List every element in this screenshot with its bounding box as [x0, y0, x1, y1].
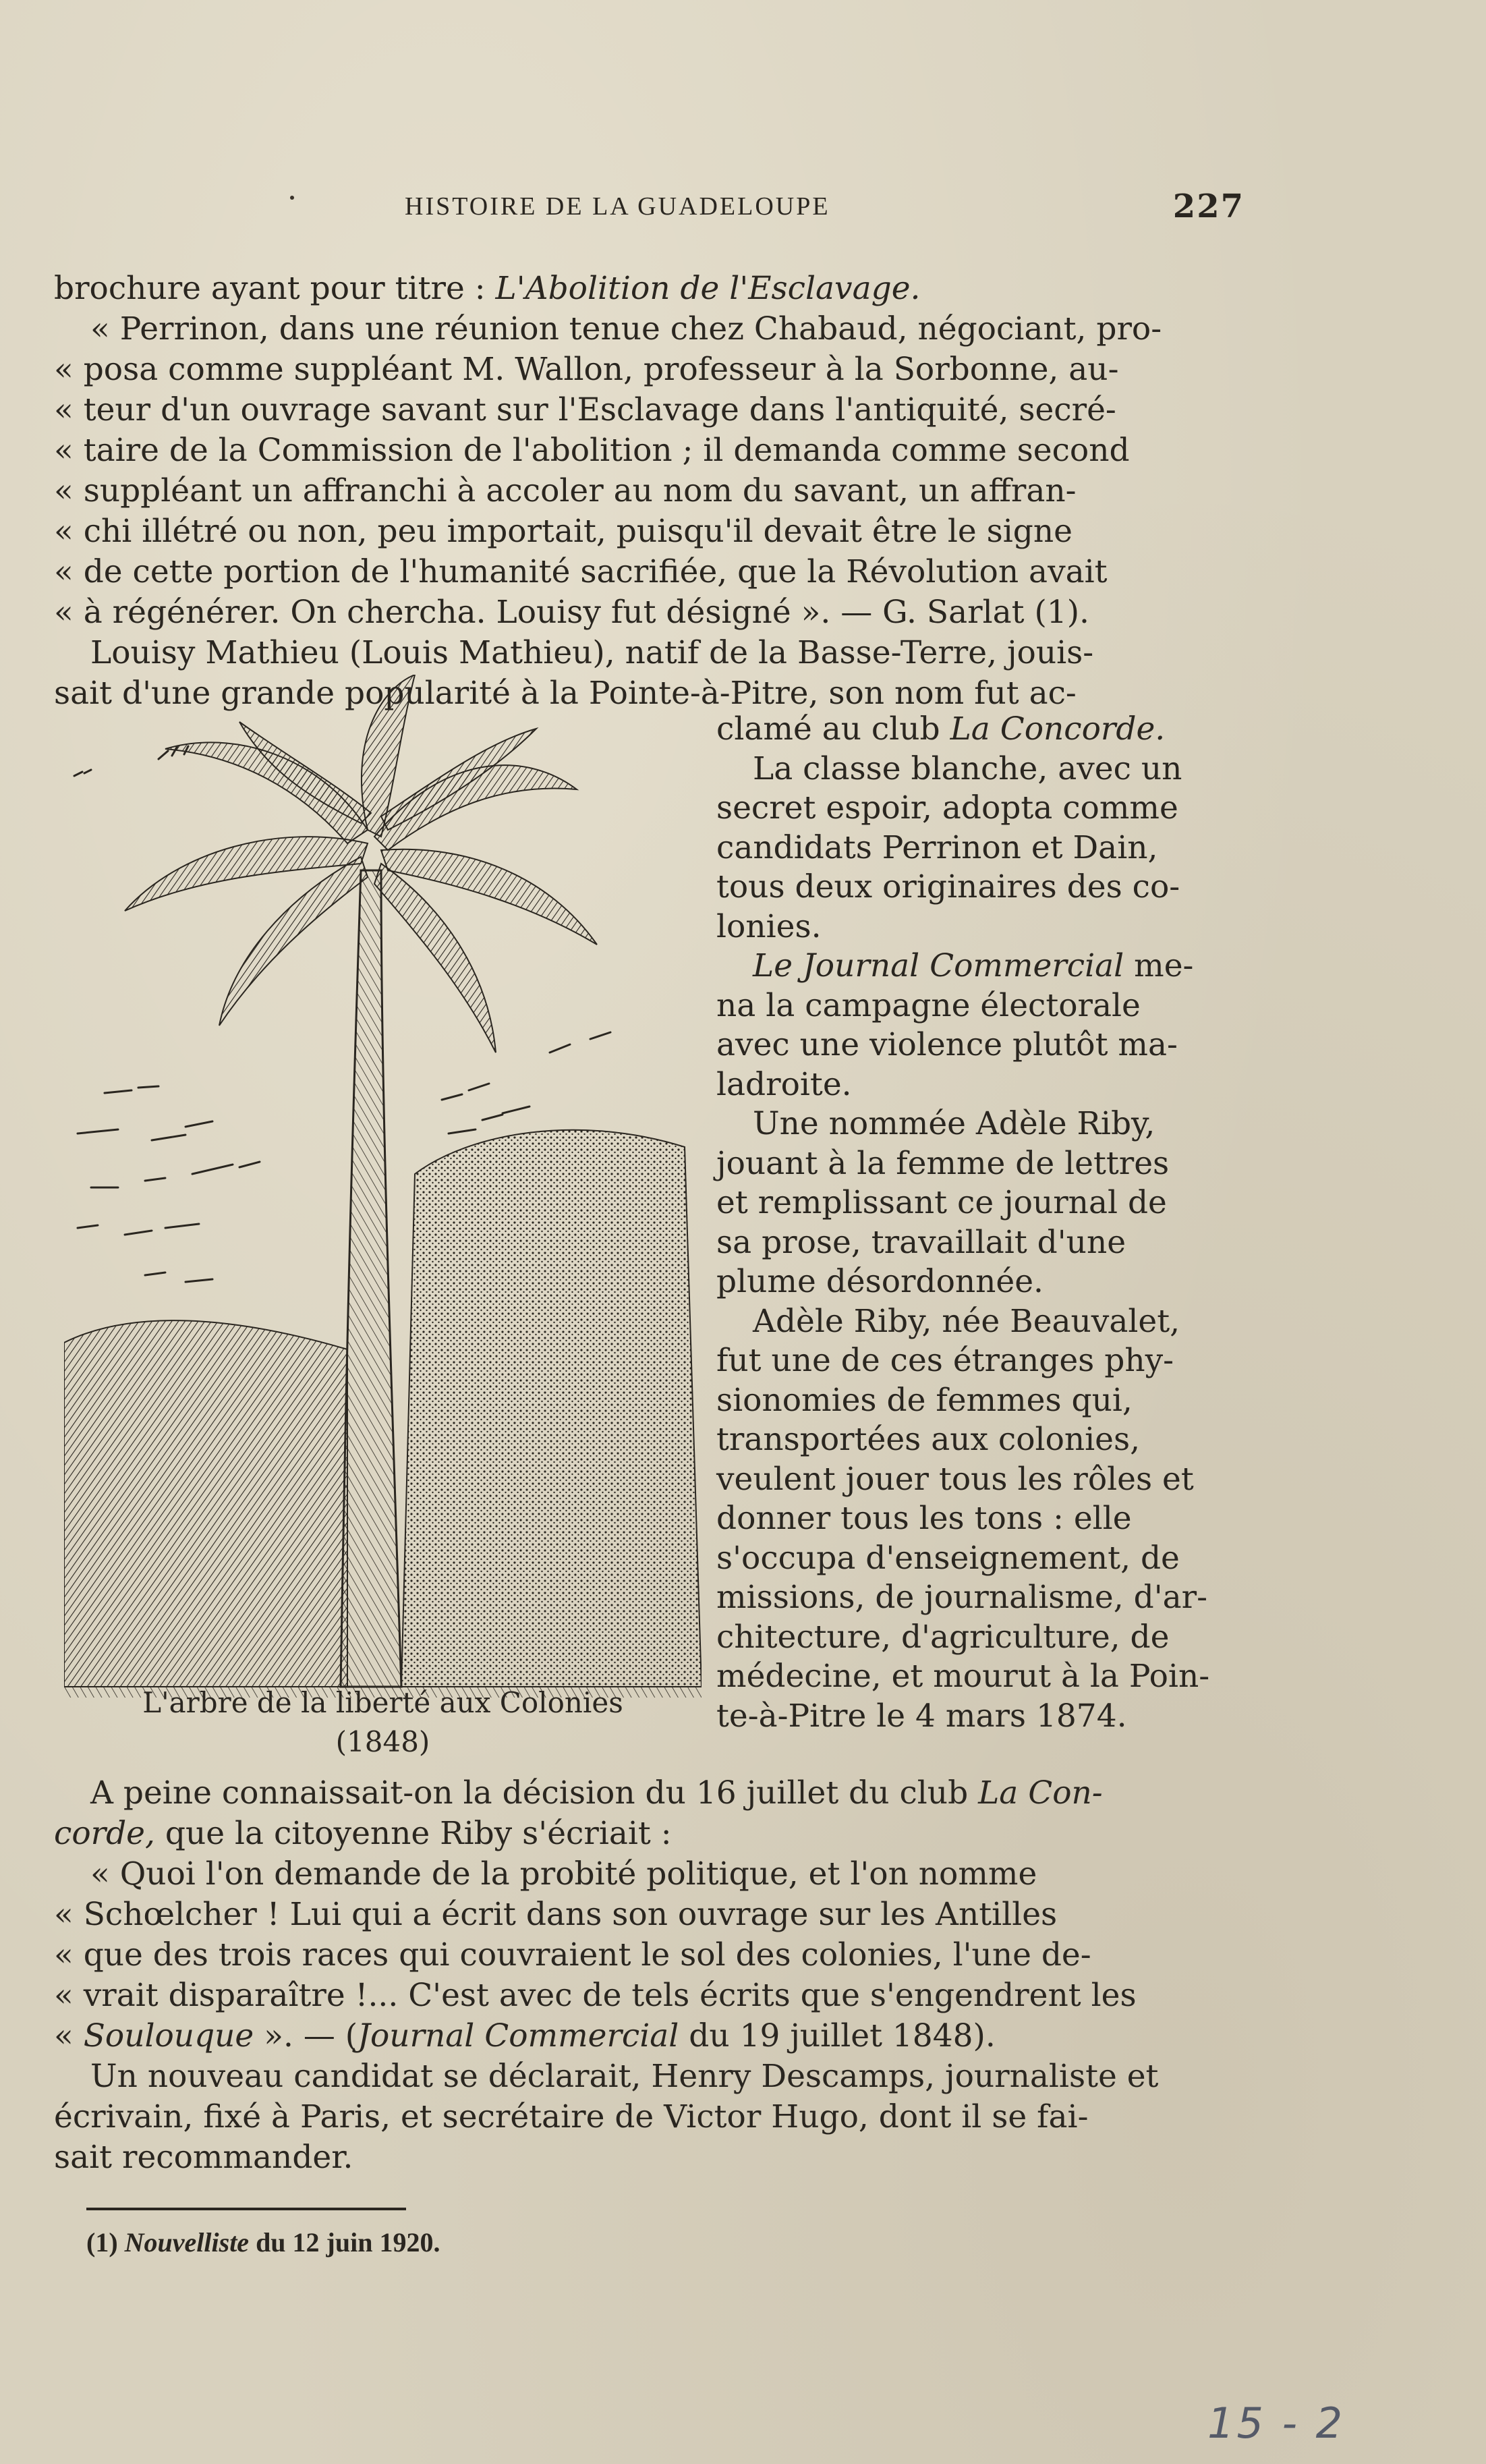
text-line: écrivain, fixé à Paris, et secrétaire de Victor Hugo, dont il se fai- — [54, 2098, 1089, 2135]
running-header — [405, 188, 1245, 232]
quote-line: « taire de la Commission de l'abolition ; il demanda comme second — [54, 432, 1130, 469]
page-mark — [290, 196, 294, 200]
text-span: A peine connaissait-on la décision du 16 juillet du club — [90, 1774, 979, 1812]
quote-line: « posa comme suppléant M. Wallon, professeur à la Sorbonne, au- — [54, 351, 1119, 388]
palm-trunk — [341, 870, 401, 1687]
text-line — [54, 1773, 1241, 1814]
text-line: avec une violence plutôt ma- — [716, 1026, 1178, 1063]
quote-line: « Perrinon, dans une réunion tenue chez Chabaud, négociant, pro- — [90, 310, 1162, 347]
footnote — [86, 2227, 440, 2258]
text-line: s'occupa d'enseignement, de — [716, 1539, 1180, 1577]
quote-line: « suppléant un affranchi à accoler au nom du savant, un affran- — [54, 472, 1077, 509]
caption-line: (1848) — [335, 1725, 430, 1758]
text-line: Un nouveau candidat se déclarait, Henry Descamps, journaliste et — [90, 2058, 1159, 2095]
text-line: jouant à la femme de lettres — [716, 1144, 1170, 1182]
text-line: médecine, et mourut à la Poin- — [716, 1658, 1210, 1695]
bush-left — [64, 1320, 347, 1687]
quote-line: « de cette portion de l'humanité sacrifiée, que la Révolution avait — [54, 553, 1108, 590]
quote-line: « Schœlcher ! Lui qui a écrit dans son ouvrage sur les Antilles — [54, 1896, 1058, 1933]
italic-name: La Concorde. — [950, 710, 1166, 748]
italic-name: Le Journal Commercial — [753, 947, 1124, 984]
text-line: missions, de journalisme, d'ar- — [716, 1579, 1207, 1616]
footnote-source: Nouvelliste — [124, 2227, 250, 2258]
quote-line: « teur d'un ouvrage savant sur l'Esclavage dans l'antiquité, secré- — [54, 391, 1116, 428]
text-line: transportées aux colonies, — [716, 1421, 1141, 1458]
bush-right — [401, 1130, 702, 1687]
quote-line: « que des trois races qui couvraient le sol des colonies, l'une de- — [54, 1936, 1091, 1973]
text-line: lonies. — [716, 907, 822, 945]
quote-line: « chi illétré ou non, peu importait, puisqu'il devait être le signe — [54, 513, 1073, 550]
text-line: Adèle Riby, née Beauvalet, — [753, 1302, 1180, 1340]
bottom-text-block — [54, 1773, 1241, 2178]
text-line: sionomies de femmes qui, — [716, 1381, 1133, 1419]
text-line: sa prose, travaillait d'une — [716, 1223, 1126, 1261]
text-line: sait d'une grande popularité à la Pointe-à-Pitre, son nom fut ac- — [54, 675, 1077, 712]
quote-line: « à régénérer. On chercha. Louisy fut désigné ». — G. Sarlat (1). — [54, 594, 1089, 631]
right-column-text — [716, 710, 1242, 1736]
header-title: HISTOIRE DE LA GUADELOUPE — [405, 192, 830, 221]
text-line: veulent jouer tous les rôles et — [716, 1460, 1194, 1498]
text-line: secret espoir, adopta comme — [716, 789, 1178, 827]
text-line: Une nommée Adèle Riby, — [753, 1105, 1155, 1142]
text-line — [54, 1814, 1241, 1854]
page-number: 227 — [1172, 188, 1245, 225]
liberty-tree-illustration — [64, 675, 702, 1727]
text-span: me- — [1124, 947, 1194, 984]
text-line: fut une de ces étranges phy- — [716, 1342, 1174, 1379]
text-line: Louisy Mathieu (Louis Mathieu), natif de la Basse-Terre, jouis- — [90, 634, 1094, 671]
figure-caption — [67, 1683, 698, 1762]
footnote-date: du 12 juin 1920. — [249, 2227, 440, 2258]
text-line: sait recommander. — [54, 2139, 353, 2176]
italic-title: L'Abolition de l'Esclavage. — [495, 270, 921, 307]
text-span: que la citoyenne Riby s'écriait : — [154, 1815, 672, 1852]
caption-line: L'arbre de la liberté aux Colonies — [142, 1686, 623, 1719]
text-span: « — [54, 2017, 84, 2054]
text-line: candidats Perrinon et Dain, — [716, 829, 1158, 866]
footnote-rule — [86, 2208, 406, 2210]
text-line: La classe blanche, avec un — [753, 750, 1182, 787]
top-text-block — [54, 269, 1241, 714]
italic-name: Soulouque — [83, 2017, 254, 2054]
italic-name: corde, — [54, 1815, 155, 1852]
italic-name: Journal Commercial — [358, 2017, 679, 2054]
text-line — [716, 947, 1242, 986]
text-line: plume désordonnée. — [716, 1263, 1044, 1300]
text-line: te-à-Pitre le 4 mars 1874. — [716, 1697, 1127, 1735]
text-span: du 19 juillet 1848). — [679, 2017, 996, 2054]
handwritten-shelfmark: 15 - 2 — [1207, 2399, 1346, 2448]
quote-line — [54, 2016, 1241, 2056]
text-line — [54, 269, 1241, 309]
quote-line: « Quoi l'on demande de la probité politique, et l'on nomme — [90, 1855, 1037, 1893]
quote-line: « vrait disparaître !... C'est avec de tels écrits que s'engendrent les — [54, 1977, 1137, 2014]
text-line: ladroite. — [716, 1065, 852, 1103]
text-line: chitecture, d'agriculture, de — [716, 1618, 1170, 1656]
text-line: donner tous les tons : elle — [716, 1500, 1132, 1537]
text-line: et remplissant ce journal de — [716, 1184, 1167, 1221]
text-line: tous deux originaires des co- — [716, 868, 1180, 905]
text-span: ». — ( — [254, 2017, 358, 2054]
italic-name: La Con- — [978, 1774, 1103, 1812]
text-span: clamé au club — [716, 710, 950, 748]
footnote-marker: (1) — [86, 2227, 118, 2258]
text-line: na la campagne électorale — [716, 986, 1141, 1024]
text-line — [716, 710, 1242, 750]
text-span: brochure ayant pour titre : — [54, 270, 496, 307]
